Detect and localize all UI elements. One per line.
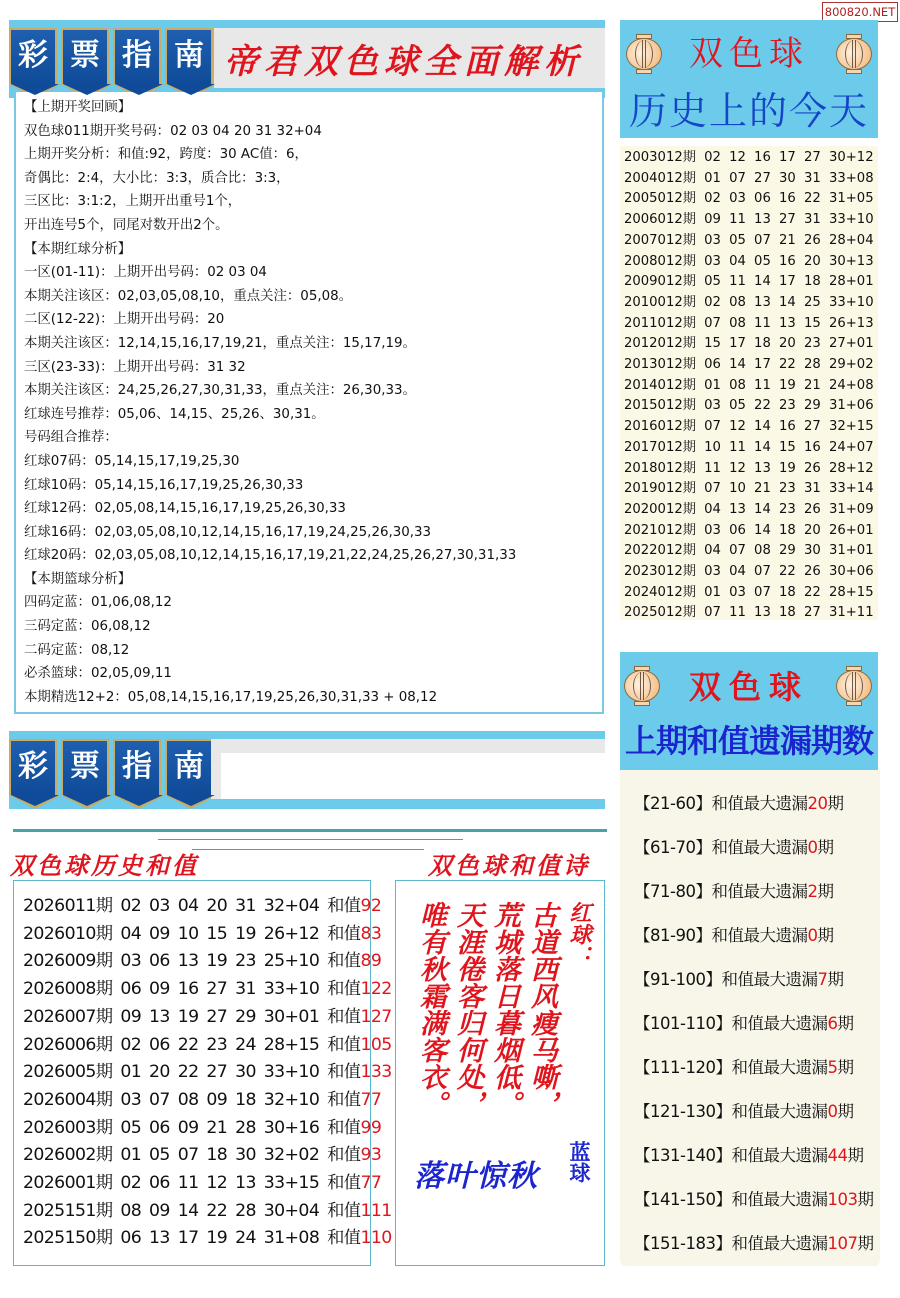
analysis-line: 【本期篮球分析】 <box>24 571 132 587</box>
divider <box>13 829 607 832</box>
sum-value: 77 <box>360 1173 382 1194</box>
history-today-row: 2013012期 06 14 17 22 28 29+02 <box>624 357 874 373</box>
sum-missing-label: 和值最大遗漏 <box>721 970 818 989</box>
history-today-row: 2004012期 01 07 27 30 31 33+08 <box>624 170 874 186</box>
sum-range: 【71-80】 <box>634 882 712 901</box>
poem-columns <box>414 901 595 1117</box>
history-sum-row <box>23 1198 392 1226</box>
sum-label: 和值 <box>327 1145 361 1166</box>
history-sum-row <box>23 893 382 921</box>
draw-numbers: 2025151期 08 09 14 22 28 30+04 <box>23 1200 320 1221</box>
sum-missing-unit: 期 <box>817 882 834 901</box>
history-sum-row <box>23 1142 382 1170</box>
sum-missing-value: 44 <box>827 1146 848 1165</box>
sum-label: 和值 <box>327 1006 361 1027</box>
sum-missing-row <box>634 1134 880 1178</box>
sum-value: 99 <box>360 1117 382 1138</box>
sum-missing-label: 和值最大遗漏 <box>731 1146 828 1165</box>
sum-missing-row <box>634 1046 880 1090</box>
sum-missing-row <box>634 782 880 826</box>
sum-value: 92 <box>360 896 382 916</box>
analysis-line: 本期精选12+2：05,08,14,15,16,17,19,25,26,30,31,33 + 08,12 <box>24 689 438 705</box>
analysis-line: 本期关注该区：12,14,15,16,17,19,21，重点关注：15,17,19。 <box>24 335 416 351</box>
analysis-line: 开出连号5个，同尾对数开出2个。 <box>24 217 229 233</box>
draw-numbers: 2026011期 02 03 04 20 31 32+04 <box>23 896 320 916</box>
analysis-line: 二区(12-22)：上期开出号码：20 <box>24 312 225 328</box>
sum-range: 【101-110】 <box>634 1014 732 1033</box>
history-sum-row <box>23 1004 392 1032</box>
badge-zhi: 指 <box>113 739 161 795</box>
sum-missing-value: 0 <box>827 1102 838 1121</box>
sum-label: 和值 <box>327 1089 361 1110</box>
sum-range: 【21-60】 <box>634 794 712 813</box>
sum-value: 127 <box>360 1006 392 1027</box>
history-today-title-blue: 历史上的今天 <box>628 89 869 133</box>
history-today-row: 2020012期 04 13 14 23 26 31+09 <box>624 501 874 517</box>
history-sum-row <box>23 1115 382 1143</box>
sum-missing-label: 和值最大遗漏 <box>731 1058 828 1077</box>
history-sum-row <box>23 921 382 949</box>
analysis-line: 三码定蓝：06,08,12 <box>24 619 151 635</box>
sum-missing-value: 6 <box>827 1014 838 1033</box>
sum-label: 和值 <box>327 1117 361 1138</box>
sum-label: 和值 <box>327 979 361 1000</box>
analysis-line: 二码定蓝：08,12 <box>24 642 130 658</box>
sum-value: 122 <box>360 979 392 1000</box>
analysis-line: 红球20码：02,03,05,08,10,12,14,15,16,17,19,21,22,24,25,26,27,30,31,33 <box>24 548 517 564</box>
sum-missing-row <box>634 914 880 958</box>
analysis-line: 红球10码：05,14,15,16,17,19,25,26,30,33 <box>24 477 304 493</box>
draw-numbers: 2026006期 02 06 22 23 24 28+15 <box>23 1034 320 1055</box>
sum-value: 105 <box>360 1034 392 1055</box>
history-today-row: 2022012期 04 07 08 29 30 31+01 <box>624 543 874 559</box>
sum-range: 【151-183】 <box>634 1234 732 1253</box>
sum-missing-row <box>634 1090 880 1134</box>
history-today-row: 2025012期 07 11 13 18 27 31+11 <box>624 605 874 621</box>
poem-blue-label: 蓝球 <box>567 1141 592 1183</box>
sum-range: 【121-130】 <box>634 1102 732 1121</box>
sum-value: 83 <box>360 923 382 944</box>
page-title: 帝君双色球全面解析 <box>224 41 584 82</box>
sum-value: 89 <box>360 951 382 972</box>
sum-missing-value: 107 <box>827 1234 858 1253</box>
sum-range: 【61-70】 <box>634 838 712 857</box>
history-today-row: 2015012期 03 05 22 23 29 31+06 <box>624 398 874 414</box>
sum-label: 和值 <box>327 923 361 944</box>
poem-line: 荒城落日暮烟低。 <box>489 901 520 1117</box>
history-today-row: 2018012期 11 12 13 19 26 28+12 <box>624 460 874 476</box>
sum-missing-unit: 期 <box>857 1234 874 1253</box>
analysis-line: 四码定蓝：01,06,08,12 <box>24 595 172 611</box>
divider <box>158 839 463 840</box>
analysis-line: 红球16码：02,03,05,08,10,12,14,15,16,17,19,24,25,26,30,33 <box>24 524 432 540</box>
history-today-row: 2011012期 07 08 11 13 15 26+13 <box>624 315 874 331</box>
draw-numbers: 2026008期 06 09 16 27 31 33+10 <box>23 979 320 1000</box>
draw-numbers: 2026009期 03 06 13 19 23 25+10 <box>23 951 320 972</box>
history-today-row: 2009012期 05 11 14 17 18 28+01 <box>624 274 874 290</box>
analysis-line: 奇偶比：2:4，大小比：3:3，质合比：3:3， <box>24 170 290 186</box>
analysis-line: 三区(23-33)：上期开出号码：31 32 <box>24 359 246 375</box>
history-sum-row <box>23 1225 392 1253</box>
poem-title: 双色球和值诗 <box>428 851 590 880</box>
history-today-row: 2012012期 15 17 18 20 23 27+01 <box>624 336 874 352</box>
sum-range: 【111-120】 <box>634 1058 732 1077</box>
draw-numbers: 2026001期 02 06 11 12 13 33+15 <box>23 1173 320 1194</box>
badge-zhi: 指 <box>113 28 161 84</box>
sum-label: 和值 <box>327 1062 361 1083</box>
sum-missing-unit: 期 <box>837 1014 854 1033</box>
history-today-row: 2014012期 01 08 11 19 21 24+08 <box>624 377 874 393</box>
section-banner <box>9 731 605 809</box>
sum-value: 133 <box>360 1062 392 1083</box>
poem-blue-answer: 落叶惊秋 <box>414 1159 538 1194</box>
history-today-title-red: 双色球 <box>689 34 809 74</box>
sum-label: 和值 <box>327 1200 361 1221</box>
poem-line: 天涯倦客归何处， <box>452 901 483 1117</box>
badge-piao: 票 <box>61 739 109 795</box>
analysis-line: 红球12码：02,05,08,14,15,16,17,19,25,26,30,33 <box>24 501 346 517</box>
banner-blank-area <box>221 753 605 799</box>
sum-value: 77 <box>360 1089 382 1110</box>
sum-missing-label: 和值最大遗漏 <box>731 1190 828 1209</box>
sum-range: 【141-150】 <box>634 1190 732 1209</box>
sum-value: 111 <box>360 1200 392 1221</box>
draw-numbers: 2026003期 05 06 09 21 28 30+16 <box>23 1117 320 1138</box>
analysis-line: 号码组合推荐： <box>24 430 118 446</box>
history-today-row: 2005012期 02 03 06 16 22 31+05 <box>624 191 874 207</box>
divider <box>192 849 424 850</box>
sum-missing-unit: 期 <box>837 1058 854 1077</box>
sum-missing-row <box>634 1222 880 1266</box>
sum-missing-unit: 期 <box>817 926 834 945</box>
sum-missing-label: 和值最大遗漏 <box>711 882 808 901</box>
history-today-row: 2003012期 02 12 16 17 27 30+12 <box>624 150 874 165</box>
analysis-line: 三区比：3:1:2，上期开出重号1个， <box>24 194 242 210</box>
sum-value: 110 <box>360 1228 392 1249</box>
analysis-line: 双色球011期开奖号码：02 03 04 20 31 32+04 <box>24 123 322 139</box>
analysis-line: 红球07码：05,14,15,17,19,25,30 <box>24 453 240 469</box>
history-today-row: 2023012期 03 04 07 22 26 30+06 <box>624 564 874 580</box>
sum-missing-unit: 期 <box>827 970 844 989</box>
history-sum-row <box>23 976 392 1004</box>
sum-missing-label: 和值最大遗漏 <box>711 838 808 857</box>
sum-missing-row <box>634 958 880 1002</box>
analysis-line: 【上期开奖回顾】 <box>24 100 132 115</box>
badge-nan: 南 <box>165 28 213 84</box>
sum-missing-label: 和值最大遗漏 <box>711 794 808 813</box>
history-today-row: 2007012期 03 05 07 21 26 28+04 <box>624 232 874 248</box>
sum-missing-list <box>620 770 880 1266</box>
analysis-panel <box>14 92 604 714</box>
badge-piao: 票 <box>61 28 109 84</box>
history-today-row: 2006012期 09 11 13 27 31 33+10 <box>624 212 874 228</box>
sum-value: 93 <box>360 1145 382 1166</box>
poem-red-label: 红球： <box>566 901 592 967</box>
sum-label: 和值 <box>327 1173 361 1194</box>
analysis-line: 一区(01-11)：上期开出号码：02 03 04 <box>24 265 267 281</box>
history-sum-row <box>23 1059 392 1087</box>
history-today-row: 2017012期 10 11 14 15 16 24+07 <box>624 439 874 455</box>
history-today-row: 2008012期 03 04 05 16 20 30+13 <box>624 253 874 269</box>
sum-range: 【91-100】 <box>634 970 722 989</box>
sum-missing-unit: 期 <box>847 1146 864 1165</box>
history-today-row: 2016012期 07 12 14 16 27 32+15 <box>624 419 874 435</box>
sum-missing-title-blue: 上期和值遗漏期数 <box>624 722 873 760</box>
history-today-header <box>620 20 878 138</box>
draw-numbers: 2026005期 01 20 22 27 30 33+10 <box>23 1062 320 1083</box>
draw-numbers: 2026007期 09 13 19 27 29 30+01 <box>23 1006 320 1027</box>
analysis-line: 必杀篮球：02,05,09,11 <box>24 666 172 682</box>
history-today-row: 2010012期 02 08 13 14 25 33+10 <box>624 294 874 310</box>
analysis-line: 本期关注该区：24,25,26,27,30,31,33，重点关注：26,30,33。 <box>24 383 416 399</box>
sum-missing-row <box>634 870 880 914</box>
sum-missing-value: 0 <box>807 838 818 857</box>
sum-label: 和值 <box>327 951 361 972</box>
sum-missing-unit: 期 <box>857 1190 874 1209</box>
site-watermark: 800820.NET <box>822 2 898 22</box>
poem-line: 古道西风瘦马嘶， <box>526 901 557 1117</box>
sum-missing-value: 0 <box>807 926 818 945</box>
sum-missing-unit: 期 <box>837 1102 854 1121</box>
draw-numbers: 2026010期 04 09 10 15 19 26+12 <box>23 923 320 944</box>
sum-missing-value: 103 <box>827 1190 858 1209</box>
analysis-line: 【本期红球分析】 <box>24 241 132 257</box>
history-today-row: 2024012期 01 03 07 18 22 28+15 <box>624 584 874 600</box>
sum-missing-row <box>634 1002 880 1046</box>
sum-range: 【131-140】 <box>634 1146 732 1165</box>
sum-label: 和值 <box>327 896 361 916</box>
sum-missing-value: 2 <box>807 882 818 901</box>
poem-box <box>395 880 605 1266</box>
history-sum-list <box>13 880 392 1266</box>
badge-group <box>9 28 213 84</box>
analysis-line: 本期关注该区：02,03,05,08,10，重点关注：05,08。 <box>24 288 353 304</box>
draw-numbers: 2026002期 01 05 07 18 30 32+02 <box>23 1145 320 1166</box>
badge-cai: 彩 <box>9 28 57 84</box>
history-sum-row <box>23 1032 392 1060</box>
history-today-row: 2019012期 07 10 21 23 31 33+14 <box>624 481 874 497</box>
sum-missing-label: 和值最大遗漏 <box>731 1234 828 1253</box>
history-sum-title: 双色球历史和值 <box>10 851 199 880</box>
history-today-row: 2021012期 03 06 14 18 20 26+01 <box>624 522 874 538</box>
sum-label: 和值 <box>327 1034 361 1055</box>
sum-missing-label: 和值最大遗漏 <box>731 1014 828 1033</box>
sum-missing-header <box>620 652 878 770</box>
history-sum-row <box>23 948 382 976</box>
sum-missing-row <box>634 826 880 870</box>
sum-missing-row <box>634 1178 880 1222</box>
sum-missing-label: 和值最大遗漏 <box>731 1102 828 1121</box>
badge-group <box>9 739 213 795</box>
draw-numbers: 2026004期 03 07 08 09 18 32+10 <box>23 1089 320 1110</box>
sum-label: 和值 <box>327 1228 361 1249</box>
analysis-line: 上期开奖分析：和值:92，跨度：30 AC值：6， <box>24 147 308 163</box>
sum-missing-value: 7 <box>817 970 828 989</box>
sum-missing-title-red: 双色球 <box>688 668 809 706</box>
draw-numbers: 2025150期 06 13 17 19 24 31+08 <box>23 1228 320 1249</box>
header-banner <box>9 20 605 98</box>
history-today-list <box>620 146 878 620</box>
poem-line: 唯有秋霜满客衣。 <box>415 901 446 1117</box>
sum-range: 【81-90】 <box>634 926 712 945</box>
history-sum-row <box>23 1087 382 1115</box>
badge-cai: 彩 <box>9 739 57 795</box>
sum-missing-unit: 期 <box>817 838 834 857</box>
sum-missing-label: 和值最大遗漏 <box>711 926 808 945</box>
badge-nan: 南 <box>165 739 213 795</box>
sum-missing-unit: 期 <box>827 794 844 813</box>
sum-missing-value: 5 <box>827 1058 838 1077</box>
analysis-line: 红球连号推荐：05,06、14,15、25,26、30,31。 <box>24 406 325 422</box>
history-sum-row <box>23 1170 382 1198</box>
sum-missing-value: 20 <box>807 794 828 813</box>
banner-title-box <box>214 28 605 88</box>
